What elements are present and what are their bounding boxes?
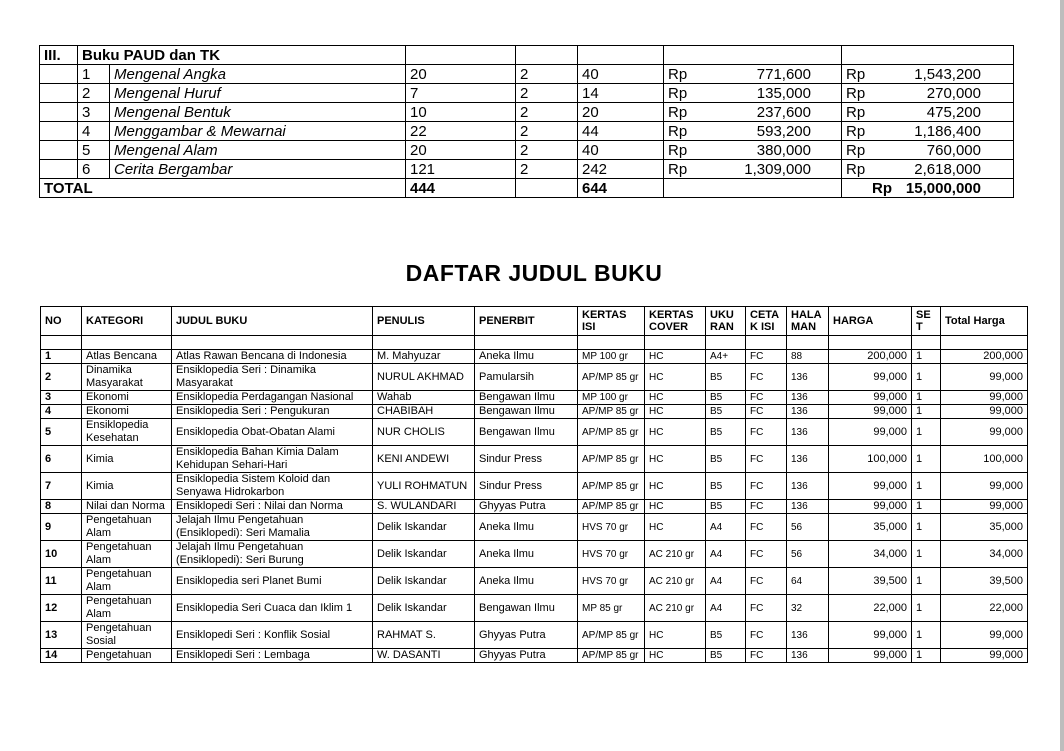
cell-harga: 99,000 [829,622,912,649]
amount: Rp 1,543,200 [842,65,1014,84]
cell-judul: Jelajah Ilmu Pengetahuan (Ensiklopedi): Seri Burung [172,541,373,568]
cell-judul: Ensiklopedia Seri : Pengukuran [172,405,373,419]
cell-kategori: Atlas Bencana [82,350,172,364]
cell-ukuran: B5 [706,364,746,391]
table-row [41,541,1028,568]
cell-ukuran: B5 [706,473,746,500]
cell-kategori: Pengetahuan Alam [82,514,172,541]
cell-harga: 39,500 [829,568,912,595]
cell-halaman: 136 [787,622,829,649]
summary-section-header [40,46,1014,65]
cell-judul: Ensiklopedia Sistem Koloid dan Senyawa Hidrokarbon [172,473,373,500]
cell-ukuran: B5 [706,500,746,514]
cell-no: 11 [41,568,82,595]
cell-penerbit: Ghyyas Putra [475,649,578,663]
cell-penerbit: Ghyyas Putra [475,500,578,514]
copy-count: 2 [516,65,578,84]
cell-cetak: FC [746,446,787,473]
row-number: 6 [78,160,110,179]
cell-total: 99,000 [941,473,1028,500]
cell-no: 13 [41,622,82,649]
cell-kategori: Kimia [82,473,172,500]
cell-total: 99,000 [941,622,1028,649]
cell-penerbit: Bengawan Ilmu [475,405,578,419]
unit-price: Rp 380,000 [664,141,842,160]
cell-kertas-isi: AP/MP 85 gr [578,419,645,446]
cell-total: 99,000 [941,419,1028,446]
title-count: 22 [406,122,516,141]
cell-total: 99,000 [941,500,1028,514]
cell-cetak: FC [746,391,787,405]
cell-set: 1 [912,473,941,500]
table-row [41,446,1028,473]
cell-penulis: Delik Iskandar [373,514,475,541]
cell-penerbit: Bengawan Ilmu [475,419,578,446]
cell-kategori: Pengetahuan Sosial [82,622,172,649]
cell-cetak: FC [746,419,787,446]
cell-total: 34,000 [941,541,1028,568]
amount: Rp 1,186,400 [842,122,1014,141]
cell-kertas-isi: MP 85 gr [578,595,645,622]
table-row [41,649,1028,663]
title-count: 20 [406,141,516,160]
cell-kategori: Dinamika Masyarakat [82,364,172,391]
cell-ukuran: B5 [706,419,746,446]
cell-halaman: 32 [787,595,829,622]
cell-ukuran: B5 [706,446,746,473]
header-cetak: CETA K ISI [746,307,787,336]
amount: Rp 2,618,000 [842,160,1014,179]
table-row [41,391,1028,405]
cell-halaman: 136 [787,419,829,446]
header-harga: HARGA [829,307,912,336]
cell-cetak: FC [746,350,787,364]
cell-kertas-isi: MP 100 gr [578,391,645,405]
cell-halaman: 64 [787,568,829,595]
cell-penulis: KENI ANDEWI [373,446,475,473]
total-count: 40 [578,65,664,84]
cell-kategori: Ekonomi [82,391,172,405]
cell-penerbit: Aneka Ilmu [475,541,578,568]
cell-kertas-isi: HVS 70 gr [578,514,645,541]
cell-kertas-isi: AP/MP 85 gr [578,622,645,649]
cell-harga: 99,000 [829,473,912,500]
cell-penerbit: Bengawan Ilmu [475,595,578,622]
cell-set: 1 [912,622,941,649]
page-edge [1060,0,1064,751]
cell-penulis: NURUL AKHMAD [373,364,475,391]
summary-row [40,65,1014,84]
cell-harga: 99,000 [829,649,912,663]
cell-harga: 100,000 [829,446,912,473]
cell-cetak: FC [746,405,787,419]
header-no: NO [41,307,82,336]
cell-halaman: 136 [787,391,829,405]
cell-penerbit: Sindur Press [475,446,578,473]
cell-kategori: Pengetahuan Alam [82,568,172,595]
cell-kertas-cover: AC 210 gr [645,541,706,568]
cell-judul: Ensiklopedia Perdagangan Nasional [172,391,373,405]
cell-set: 1 [912,541,941,568]
cell-ukuran: A4 [706,568,746,595]
title-count: 7 [406,84,516,103]
copy-count: 2 [516,141,578,160]
cell-set: 1 [912,391,941,405]
cell-penulis: Wahab [373,391,475,405]
cell-no: 12 [41,595,82,622]
table-row [41,364,1028,391]
cell-penerbit: Pamularsih [475,364,578,391]
cell-no: 5 [41,419,82,446]
cell-kertas-isi: AP/MP 85 gr [578,405,645,419]
grand-total: Rp 15,000,000 [842,179,1014,198]
table-row [41,419,1028,446]
cell-kategori: Pengetahuan [82,649,172,663]
cell-kertas-cover: HC [645,500,706,514]
cell-set: 1 [912,649,941,663]
cell-halaman: 56 [787,541,829,568]
cell-kategori: Pengetahuan Alam [82,595,172,622]
book-title: Mengenal Huruf [110,84,406,103]
cell-set: 1 [912,419,941,446]
table-row [41,595,1028,622]
section-title: Buku PAUD dan TK [78,46,406,65]
cell-harga: 99,000 [829,364,912,391]
cell-cetak: FC [746,568,787,595]
cell-halaman: 88 [787,350,829,364]
header-ukuran: UKU RAN [706,307,746,336]
table-row [41,405,1028,419]
cell-set: 1 [912,350,941,364]
header-judul: JUDUL BUKU [172,307,373,336]
cell-no: 6 [41,446,82,473]
total-label: TOTAL [40,179,406,198]
cell-no: 2 [41,364,82,391]
book-title: Cerita Bergambar [110,160,406,179]
cell-penulis: Delik Iskandar [373,595,475,622]
cell-cetak: FC [746,500,787,514]
cell-kertas-cover: HC [645,622,706,649]
cell-judul: Ensiklopedi Seri : Konflik Sosial [172,622,373,649]
cell-harga: 99,000 [829,391,912,405]
header-penerbit: PENERBIT [475,307,578,336]
amount: Rp 270,000 [842,84,1014,103]
summary-row [40,141,1014,160]
cell-penulis: NUR CHOLIS [373,419,475,446]
cell-penulis: RAHMAT S. [373,622,475,649]
cell-penerbit: Sindur Press [475,473,578,500]
cell-penulis: M. Mahyuzar [373,350,475,364]
total-titles: 444 [406,179,516,198]
cell-total: 99,000 [941,364,1028,391]
cell-kertas-isi: AP/MP 85 gr [578,649,645,663]
cell-ukuran: B5 [706,649,746,663]
cell-cetak: FC [746,622,787,649]
cell-ukuran: A4 [706,595,746,622]
amount: Rp 760,000 [842,141,1014,160]
cell-kertas-isi: AP/MP 85 gr [578,473,645,500]
cell-kertas-cover: HC [645,419,706,446]
cell-no: 8 [41,500,82,514]
cell-judul: Ensiklopedia Bahan Kimia Dalam Kehidupan Sehari-Hari [172,446,373,473]
row-number: 1 [78,65,110,84]
cell-kategori: Kimia [82,446,172,473]
cell-penulis: S. WULANDARI [373,500,475,514]
header-kertas-cover: KERTAS COVER [645,307,706,336]
unit-price: Rp 593,200 [664,122,842,141]
section-number: III. [40,46,78,65]
cell-harga: 35,000 [829,514,912,541]
cell-set: 1 [912,364,941,391]
title-count: 121 [406,160,516,179]
cell-total: 100,000 [941,446,1028,473]
header-penulis: PENULIS [373,307,475,336]
table-row [41,473,1028,500]
header-halaman: HALA MAN [787,307,829,336]
copy-count: 2 [516,122,578,141]
cell-ukuran: B5 [706,622,746,649]
table-row [41,568,1028,595]
cell-kertas-isi: HVS 70 gr [578,568,645,595]
cell-no: 3 [41,391,82,405]
cell-halaman: 136 [787,446,829,473]
summary-row [40,84,1014,103]
cell-penerbit: Aneka Ilmu [475,568,578,595]
cell-ukuran: A4 [706,514,746,541]
cell-judul: Ensiklopedia seri Planet Bumi [172,568,373,595]
cell-halaman: 136 [787,473,829,500]
cell-halaman: 56 [787,514,829,541]
cell-no: 9 [41,514,82,541]
cell-kertas-cover: HC [645,649,706,663]
cell-kategori: Ekonomi [82,405,172,419]
cell-harga: 99,000 [829,500,912,514]
cell-penerbit: Bengawan Ilmu [475,391,578,405]
amount: Rp 475,200 [842,103,1014,122]
copy-count: 2 [516,160,578,179]
table-row [41,622,1028,649]
cell-set: 1 [912,405,941,419]
cell-judul: Jelajah Ilmu Pengetahuan (Ensiklopedi): Seri Mamalia [172,514,373,541]
cell-kertas-cover: HC [645,473,706,500]
header-kategori: KATEGORI [82,307,172,336]
paud-summary-table [39,45,1014,198]
cell-cetak: FC [746,473,787,500]
cell-kertas-cover: HC [645,405,706,419]
book-title: Mengenal Bentuk [110,103,406,122]
cell-kertas-cover: HC [645,514,706,541]
cell-harga: 99,000 [829,405,912,419]
cell-no: 4 [41,405,82,419]
table-row [41,514,1028,541]
cell-judul: Atlas Rawan Bencana di Indonesia [172,350,373,364]
summary-total-row [40,179,1014,198]
cell-kategori: Pengetahuan Alam [82,541,172,568]
table-row [41,500,1028,514]
cell-cetak: FC [746,364,787,391]
cell-total: 35,000 [941,514,1028,541]
total-count: 14 [578,84,664,103]
book-table-header [41,307,1028,336]
cell-ukuran: B5 [706,405,746,419]
total-count: 40 [578,141,664,160]
cell-kertas-cover: HC [645,350,706,364]
cell-judul: Ensiklopedia Seri : Dinamika Masyarakat [172,364,373,391]
cell-harga: 200,000 [829,350,912,364]
cell-halaman: 136 [787,364,829,391]
cell-penulis: YULI ROHMATUN [373,473,475,500]
cell-kertas-cover: HC [645,364,706,391]
summary-row [40,103,1014,122]
cell-halaman: 136 [787,649,829,663]
total-count: 20 [578,103,664,122]
cell-no: 10 [41,541,82,568]
cell-cetak: FC [746,649,787,663]
total-count: 44 [578,122,664,141]
cell-cetak: FC [746,595,787,622]
summary-row [40,122,1014,141]
blank-row [41,336,1028,350]
header-set: SE T [912,307,941,336]
cell-kertas-cover: AC 210 gr [645,568,706,595]
cell-kategori: Ensiklopedia Kesehatan [82,419,172,446]
cell-set: 1 [912,568,941,595]
book-title: Menggambar & Mewarnai [110,122,406,141]
cell-total: 99,000 [941,391,1028,405]
total-copies: 644 [578,179,664,198]
row-number: 3 [78,103,110,122]
cell-kertas-isi: AP/MP 85 gr [578,500,645,514]
book-title: Mengenal Alam [110,141,406,160]
book-title: Mengenal Angka [110,65,406,84]
cell-harga: 34,000 [829,541,912,568]
cell-no: 7 [41,473,82,500]
cell-penulis: Delik Iskandar [373,568,475,595]
cell-total: 99,000 [941,649,1028,663]
unit-price: Rp 771,600 [664,65,842,84]
cell-kertas-cover: AC 210 gr [645,595,706,622]
cell-kertas-isi: MP 100 gr [578,350,645,364]
cell-ukuran: A4 [706,541,746,568]
cell-kertas-isi: AP/MP 85 gr [578,364,645,391]
page-title: DAFTAR JUDUL BUKU [405,260,663,286]
cell-judul: Ensiklopedi Seri : Nilai dan Norma [172,500,373,514]
cell-no: 14 [41,649,82,663]
cell-harga: 99,000 [829,419,912,446]
cell-total: 200,000 [941,350,1028,364]
cell-total: 22,000 [941,595,1028,622]
cell-total: 39,500 [941,568,1028,595]
unit-price: Rp 135,000 [664,84,842,103]
cell-set: 1 [912,500,941,514]
cell-judul: Ensiklopedia Obat-Obatan Alami [172,419,373,446]
cell-penerbit: Aneka Ilmu [475,514,578,541]
cell-judul: Ensiklopedi Seri : Lembaga [172,649,373,663]
copy-count: 2 [516,103,578,122]
cell-halaman: 136 [787,500,829,514]
cell-penulis: Delik Iskandar [373,541,475,568]
title-count: 20 [406,65,516,84]
cell-set: 1 [912,595,941,622]
cell-halaman: 136 [787,405,829,419]
cell-ukuran: A4+ [706,350,746,364]
cell-judul: Ensiklopedia Seri Cuaca dan Iklim 1 [172,595,373,622]
cell-cetak: FC [746,541,787,568]
total-count: 242 [578,160,664,179]
cell-ukuran: B5 [706,391,746,405]
copy-count: 2 [516,84,578,103]
row-number: 2 [78,84,110,103]
cell-total: 99,000 [941,405,1028,419]
cell-kertas-cover: HC [645,391,706,405]
cell-kertas-cover: HC [645,446,706,473]
cell-penerbit: Ghyyas Putra [475,622,578,649]
cell-no: 1 [41,350,82,364]
unit-price: Rp 1,309,000 [664,160,842,179]
cell-kertas-isi: AP/MP 85 gr [578,446,645,473]
cell-harga: 22,000 [829,595,912,622]
row-number: 5 [78,141,110,160]
row-number: 4 [78,122,110,141]
cell-cetak: FC [746,514,787,541]
cell-kategori: Nilai dan Norma [82,500,172,514]
title-count: 10 [406,103,516,122]
summary-row [40,160,1014,179]
book-list-table [40,306,1028,663]
cell-kertas-isi: HVS 70 gr [578,541,645,568]
cell-penerbit: Aneka Ilmu [475,350,578,364]
cell-penulis: W. DASANTI [373,649,475,663]
cell-set: 1 [912,514,941,541]
unit-price: Rp 237,600 [664,103,842,122]
table-row [41,350,1028,364]
header-total-harga: Total Harga [941,307,1028,336]
cell-set: 1 [912,446,941,473]
header-kertas-isi: KERTAS ISI [578,307,645,336]
cell-penulis: CHABIBAH [373,405,475,419]
